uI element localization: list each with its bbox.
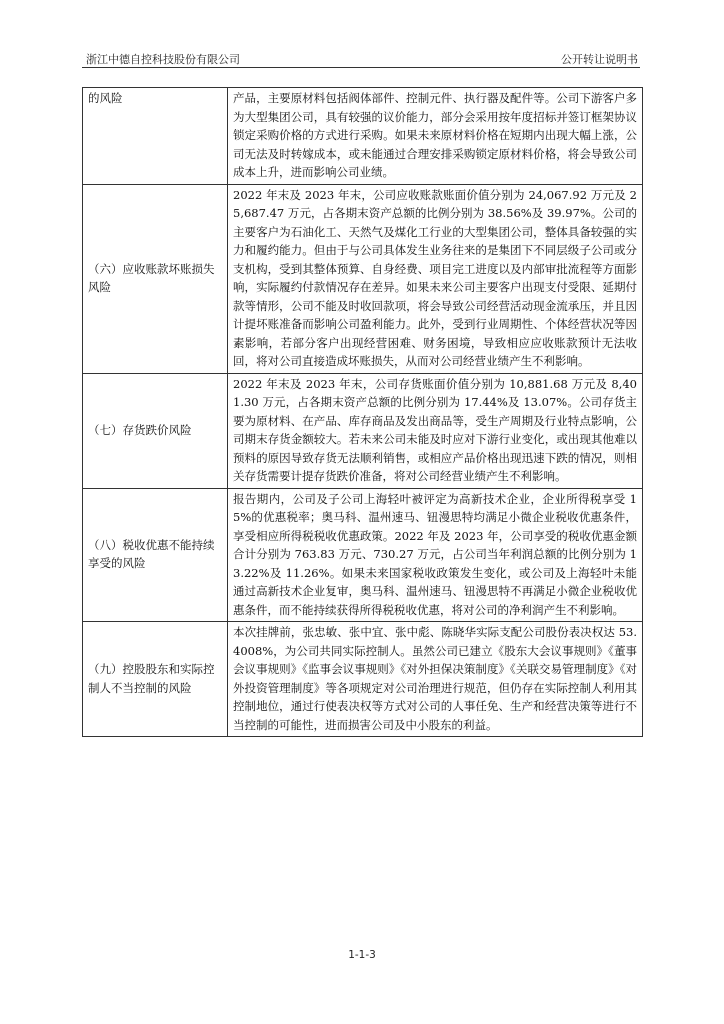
risk-description-cell: 2022 年末及 2023 年末，公司应收账款账面价值分别为 24,067.92 万元及 25,687.47 万元，占各期末资产总额的比例分别为 38.56%及 39.97%。公司的主要客户为石油化工、天然气及煤化工行业的大型集团公司，整体具备较强的实力和履约能力。但由于与公司具体发生业务往来的是集团下不同层级子公司或分支机构，受到其整体预算、自身经费、项目完工进度以及内部审批流程等方面影响，实际履约付款情况存在差异。如果未来公司主要客户出现支付受限、延期付款等情形，公司不能及时收回款项，将会导致公司经营活动现金流承压，并且因计提坏账准备而影响公司盈利能力。此外，受到行业周期性、个体经营状况等因素影响，若部分客户出现经营困难、财务困境，导致相应应收账款预计无法收回，将对公司直接造成坏账损失，从而对公司经营业绩产生不利影响。 (228, 184, 643, 373)
risk-name-cell: （七）存货跌价风险 (83, 373, 228, 488)
page-header (82, 49, 640, 68)
table-row (83, 88, 643, 185)
risk-name-cell: 的风险 (83, 88, 228, 185)
risk-name-cell: （八）税收优惠不能持续享受的风险 (83, 488, 228, 622)
table-row (83, 184, 643, 373)
table-row (83, 373, 643, 488)
table-row (83, 622, 643, 737)
risk-description-cell: 产品，主要原材料包括阀体部件、控制元件、执行器及配件等。公司下游客户多为大型集团公司，具有较强的议价能力，部分会采用按年度招标并签订框架协议锁定采购价格的方式进行采购。如果未来原材料价格在短期内出现大幅上涨，公司无法及时转嫁成本，或未能通过合理安排采购锁定原材料价格，将会导致公司成本上升，进而影响公司业绩。 (228, 88, 643, 185)
risk-description-cell: 2022 年末及 2023 年末，公司存货账面价值分别为 10,881.68 万元及 8,401.30 万元，占各期末资产总额的比例分别为 17.44%及 13.07%。公司存货主要为原材料、在产品、库存商品及发出商品等，受生产周期及行业特点影响，公司期末存货金额较大。若未来公司未能及时应对下游行业变化，或出现其他难以预料的原因导致存货无法顺利销售，或相应产品价格出现迅速下跌的情况，则相关存货需要计提存货跌价准备，将对公司经营业绩产生不利影响。 (228, 373, 643, 488)
risk-description-cell: 报告期内，公司及子公司上海轻叶被评定为高新技术企业，企业所得税享受 15%的优惠税率；奥马科、温州速马、钮漫思特均满足小微企业税收优惠条件，享受相应所得税税收优惠政策。2022 年及 2023 年，公司享受的税收优惠金额合计分别为 763.83 万元、730.27 万元，占公司当年利润总额的比例分别为 13.22%及 11.26%。如果未来国家税收政策发生变化，或公司及上海轻叶未能通过高新技术企业复审，奥马科、温州速马、钮漫思特不再满足小微企业税收优惠条件，而不能持续获得所得税税收优惠，将对公司的净利润产生不利影响。 (228, 488, 643, 622)
risk-description-cell: 本次挂牌前，张忠敏、张中宜、张中彪、陈晓华实际支配公司股份表决权达 53.4008%，为公司共同实际控制人。虽然公司已建立《股东大会议事规则》《董事会议事规则》《监事会议事规则》《对外担保决策制度》《关联交易管理制度》《对外投资管理制度》等各项规定对公司治理进行规范，但仍存在实际控制人利用其控制地位，通过行使表决权等方式对公司的人事任免、生产和经营决策等进行不当控制的可能性，进而损害公司及中小股东的利益。 (228, 622, 643, 737)
risk-factor-table (82, 87, 643, 737)
page-number: 1-1-3 (348, 949, 376, 961)
risk-name-cell: （六）应收账款坏账损失风险 (83, 184, 228, 373)
table-row (83, 488, 643, 622)
header-document-title: 公开转让说明书 (561, 53, 638, 66)
header-company-name: 浙江中德自控科技股份有限公司 (86, 53, 240, 66)
risk-name-cell: （九）控股股东和实际控制人不当控制的风险 (83, 622, 228, 737)
